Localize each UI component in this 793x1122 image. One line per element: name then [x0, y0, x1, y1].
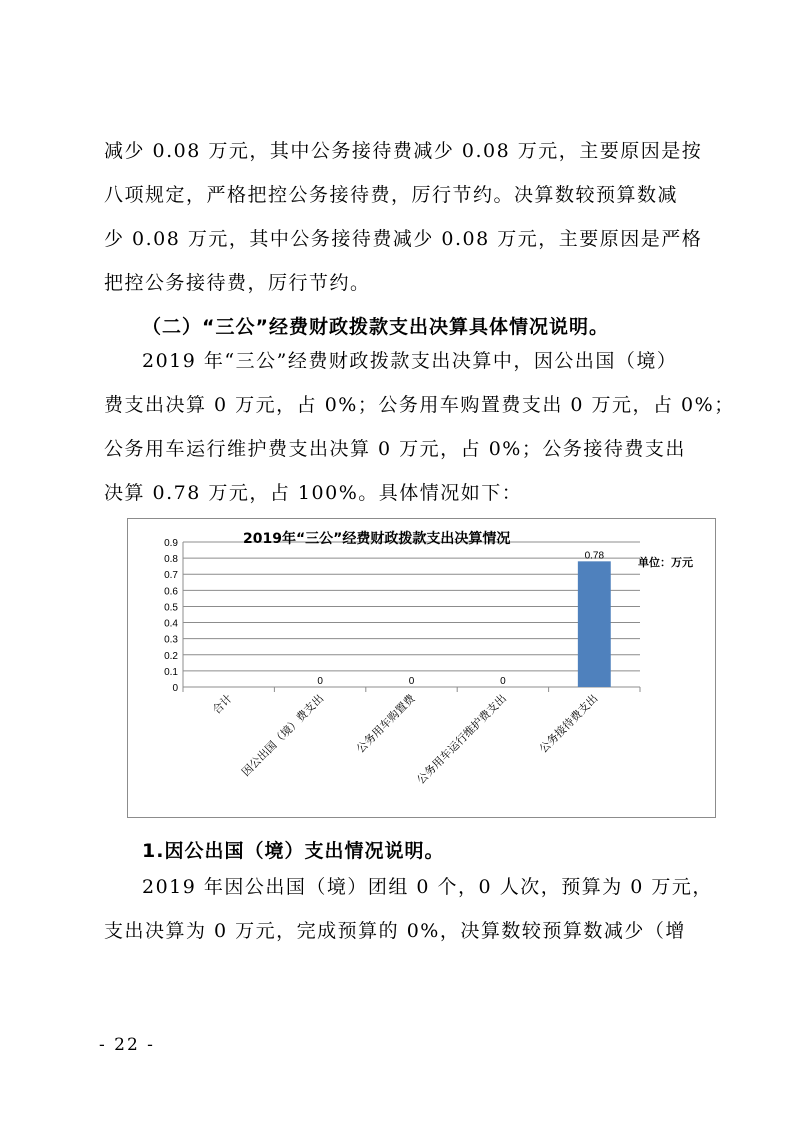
x-tick-label: 公务用车购置费: [353, 691, 418, 756]
paragraph-line: 公务用车运行维护费支出决算 0 万元，占 0%；公务接待费支出: [104, 438, 686, 460]
paragraph-line: 支出决算为 0 万元，完成预算的 0%，决算数较预算数减少（增: [104, 920, 686, 942]
chart: [127, 518, 716, 818]
x-tick-label: 公务用车运行维护费支出: [414, 691, 510, 787]
data-label: 0.78: [584, 550, 605, 562]
data-label: 0: [317, 676, 323, 687]
x-tick-label: 合计: [210, 691, 235, 717]
y-tick-label: 0.7: [164, 570, 178, 582]
paragraph-line: 少 0.08 万元，其中公务接待费减少 0.08 万元，主要原因是严格: [104, 228, 703, 250]
y-tick-label: 0.6: [164, 586, 178, 598]
chart-canvas: [128, 519, 715, 817]
y-tick-label: 0.5: [164, 602, 178, 614]
paragraph-line: 2019 年“三公”经费财政拨款支出决算中，因公出国（境）: [142, 350, 678, 372]
paragraph-line: 把控公务接待费，厉行节约。: [104, 272, 371, 294]
section-heading-3: 1.因公出国（境）支出情况说明。: [142, 840, 445, 862]
paragraph-1: [104, 131, 704, 304]
paragraph-line: 决算 0.78 万元，占 100%。具体情况如下：: [104, 482, 523, 504]
bar: [578, 561, 611, 687]
y-tick-label: 0.3: [164, 634, 178, 646]
paragraph-line: 减少 0.08 万元，其中公务接待费减少 0.08 万元，主要原因是按: [104, 140, 703, 162]
paragraph-line: 八项规定，严格把控公务接待费，厉行节约。决算数较预算数减: [104, 184, 679, 206]
paragraph-3: [104, 867, 713, 952]
x-tick-label: 公务接待费支出: [536, 691, 601, 756]
data-label: 0: [408, 676, 415, 687]
paragraph-line: 2019 年因公出国（境）团组 0 个，0 人次，预算为 0 万元，: [142, 876, 713, 898]
paragraph-line: 费支出决算 0 万元，占 0%；公务用车购置费支出 0 万元，占 0%；: [104, 394, 735, 416]
page-number: - 22 -: [99, 1035, 155, 1055]
x-tick-label: 因公出国（境）费支出: [239, 691, 327, 779]
data-label: 0: [500, 676, 506, 687]
paragraph-2: [104, 341, 735, 514]
y-tick-label: 0.2: [164, 650, 178, 662]
chart-title: 2019年“三公”经费财政拨款支出决算情况: [243, 531, 511, 547]
unit-label: 单位：万元: [638, 556, 693, 569]
y-tick-label: 0.8: [164, 554, 178, 566]
section-heading-2: （二）“三公”经费财政拨款支出决算具体情况说明。: [142, 316, 609, 338]
y-tick-label: 0.1: [164, 666, 178, 678]
y-tick-label: 0: [172, 683, 178, 694]
y-tick-label: 0.4: [164, 618, 178, 630]
y-tick-label: 0.9: [164, 538, 178, 549]
